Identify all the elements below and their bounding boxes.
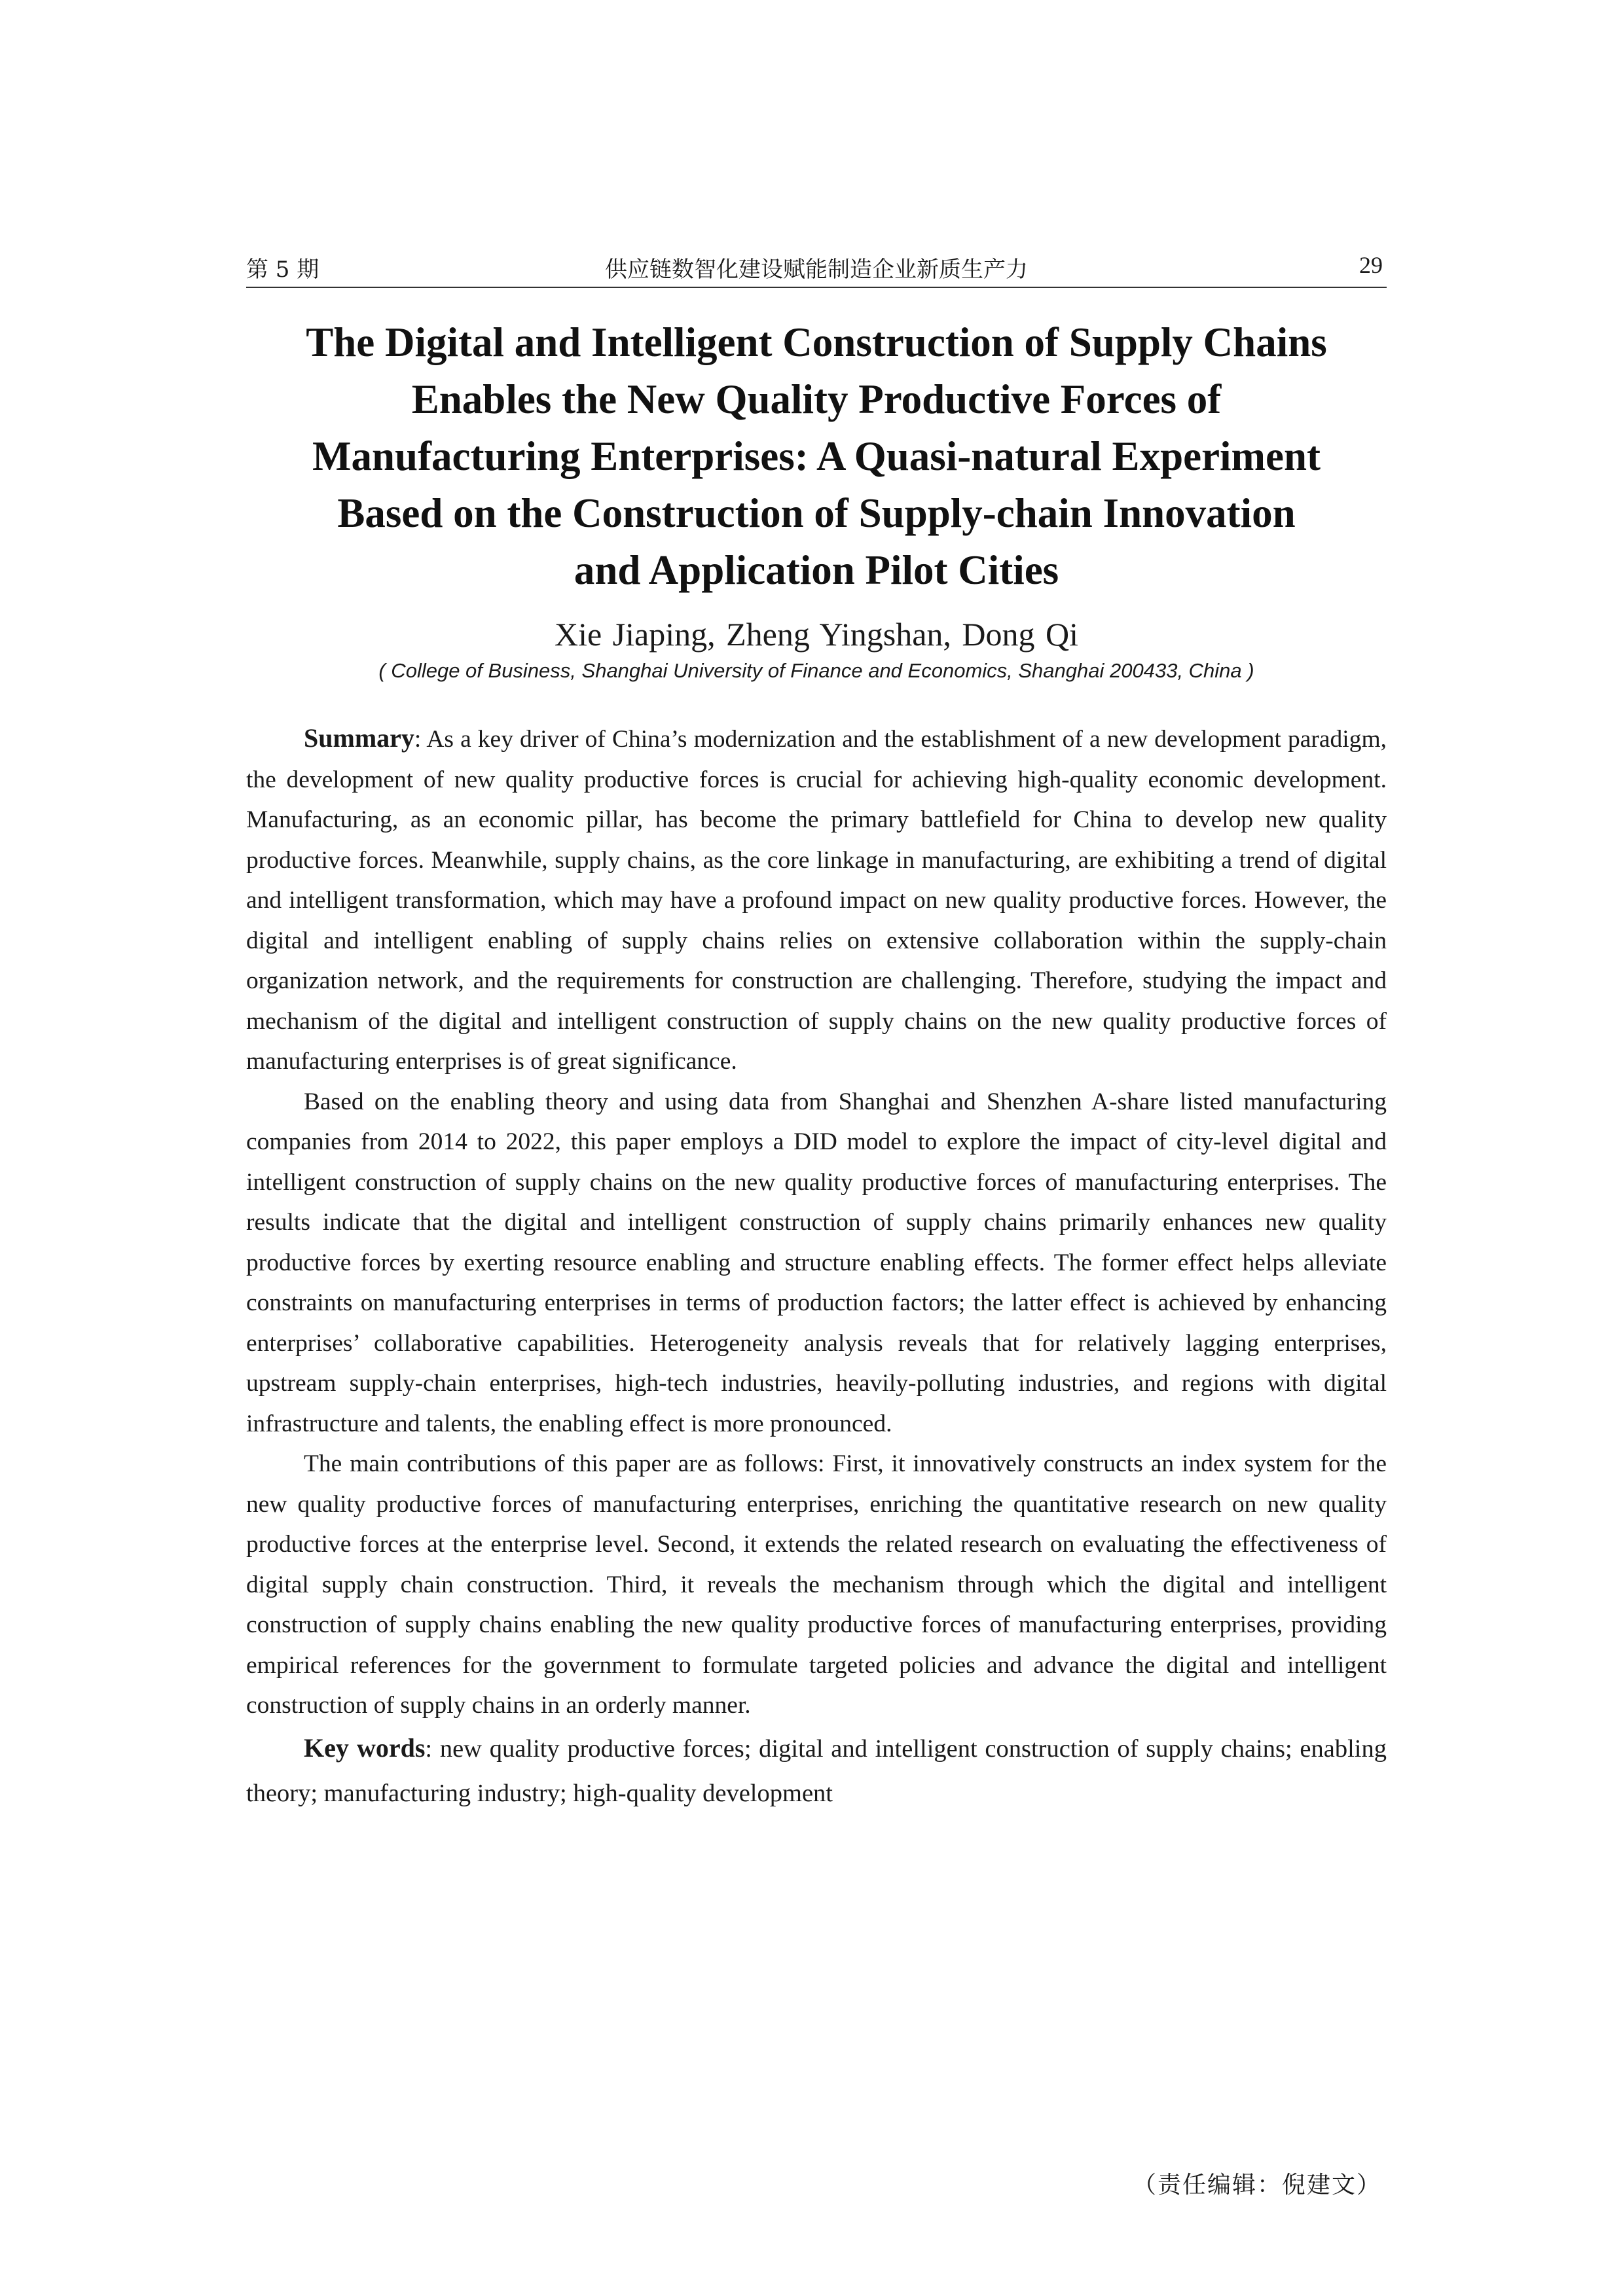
summary-paragraph: The main contributions of this paper are as follows: First, it innovatively constructs an index system for the new quality productive forces of manufacturing enterprises, enriching the quantitative research on new quality productive forces at the enterprise level. Second, it extends the related research on evaluating the effectiveness of digital supply chain construction. Third, it reveals the mechanism through which the digital and intelligent construction of supply chains enabling the new quality productive forces of manufacturing enterprises, providing empirical references for the government to formulate targeted policies and advance the digital and intelligent construction of supply chains in an orderly manner. [246, 1450, 1387, 1719]
editor-note: （责任编辑：倪建文） [1132, 2172, 1381, 2198]
summary-label: Summary [304, 723, 414, 753]
summary-section [246, 718, 1387, 1816]
paper-page [246, 243, 1387, 2198]
journal-running-title: 供应链数智化建设赋能制造企业新质生产力 [605, 257, 1028, 283]
title-line: Based on the Construction of Supply-chain Innovation [337, 490, 1296, 536]
title-line: The Digital and Intelligent Construction of Supply Chains [306, 319, 1327, 365]
page-number: 29 [1359, 252, 1383, 278]
title-line: Enables the New Quality Productive Forces of [411, 376, 1222, 422]
summary-paragraph: Summary: As a key driver of China’s modernization and the establishment of a new development paradigm, the development of new quality productive forces is crucial for achieving high-quality economic development. Manufacturing, as an economic pillar, has become the primary battlefield for China to develop new quality productive forces. Meanwhile, supply chains, as the core linkage in manufacturing, are exhibiting a trend of digital and intelligent transformation, which may have a profound impact on new quality productive forces. However, the digital and intelligent enabling of supply chains relies on extensive collaboration within the supply-chain organization network, and the requirements for construction are challenging. Therefore, studying the impact and mechanism of the digital and intelligent construction of supply chains on the new quality productive forces of manufacturing enterprises is of great significance. [246, 723, 1387, 1075]
authors: Xie Jiaping, Zheng Yingshan, Dong Qi [554, 616, 1078, 653]
running-header [246, 243, 1387, 288]
paper-title [246, 314, 1387, 599]
summary-text: As a key driver of China’s modernization and the establishment of a new development paradigm, the development of new quality productive forces is crucial for achieving high-quality economic development. Manufacturing, as an economic pillar, has become the primary battlefield for China to develop new quality productive forces. Meanwhile, supply chains, as the core linkage in manufacturing, are exhibiting a trend of digital and intelligent transformation, which may have a profound impact on new quality productive forces. However, the digital and intelligent enabling of supply chains relies on extensive collaboration within the supply-chain organization network, and the requirements for construction are challenging. Therefore, studying the impact and mechanism of the digital and intelligent construction of supply chains on the new quality productive forces of manufacturing enterprises is of great significance. [246, 726, 1387, 1075]
keywords-text: new quality productive forces; digital and intelligent construction of supply chains; enabling theory; manufacturing industry; high-quality development [246, 1734, 1387, 1807]
summary-paragraph: Based on the enabling theory and using data from Shanghai and Shenzhen A-share listed manufacturing companies from 2014 to 2022, this paper employs a DID model to explore the impact of city-level digital and intelligent construction of supply chains on the new quality productive forces of manufacturing enterprises. The results indicate that the digital and intelligent construction of supply chains primarily enhances new quality productive forces by exerting resource enabling and structure enabling effects. The former effect helps alleviate constraints on manufacturing enterprises in terms of production factors; the latter effect is achieved by enhancing enterprises’ collaborative capabilities. Heterogeneity analysis reveals that for relatively lagging enterprises, upstream supply-chain enterprises, high-tech industries, heavily-polluting industries, and regions with digital infrastructure and talents, the enabling effect is more pronounced. [246, 1088, 1387, 1437]
issue-number: 第 5 期 [246, 257, 319, 283]
keywords-label: Key words [304, 1732, 426, 1763]
keywords-paragraph: Key words: new quality productive forces; digital and intelligent construction of supply chains; enabling theory; manufacturing industry; high-quality development [246, 1732, 1387, 1807]
affiliation: ( College of Business, Shanghai University of Finance and Economics, Shanghai 200433, China ) [378, 659, 1254, 682]
title-line: Manufacturing Enterprises: A Quasi-natural Experiment [312, 433, 1321, 479]
title-line: and Application Pilot Cities [574, 547, 1059, 593]
